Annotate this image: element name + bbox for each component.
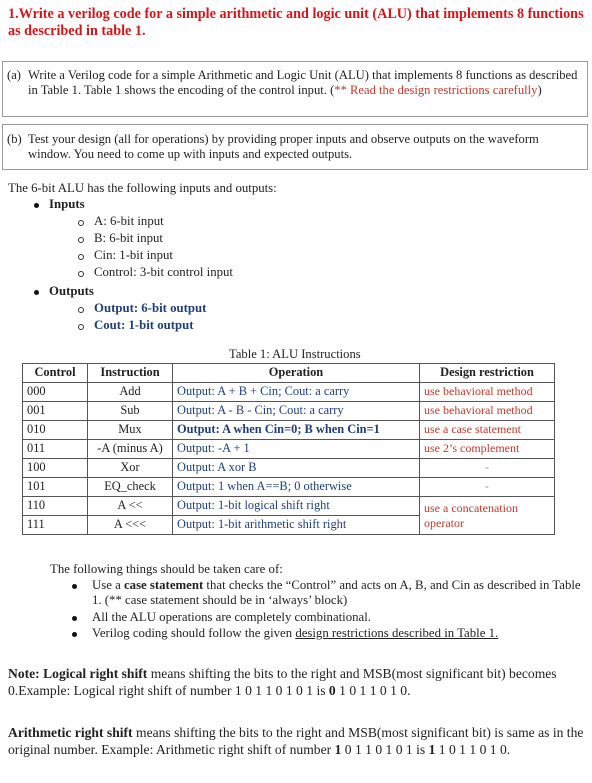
part-a-text: Write a Verilog code for a simple Arithmetic and Logic Unit (ALU) that implements 8 functions as described in Table 1. Table 1 shows the encoding of the control input. (** Read the design restrictions carefully) (28, 68, 578, 97)
instruction-cell: A << (88, 497, 173, 516)
care-intro: The following things should be taken care of: (50, 562, 283, 576)
instruction-cell: Mux (88, 421, 173, 440)
operation-cell: Output: -A + 1 (173, 440, 420, 459)
restriction-cell: use a concatenation operator (420, 497, 555, 535)
col-header: Design restriction (420, 364, 555, 383)
table-row (23, 421, 555, 440)
part-b-text: Test your design (all for operations) by providing proper inputs and observe outputs on the waveform window. You need to come up with inputs and expected outputs. (28, 132, 539, 161)
care-item: All the ALU operations are completely combinational. (92, 610, 371, 624)
control-cell: 110 (23, 497, 88, 516)
control-cell: 101 (23, 478, 88, 497)
bullet-dot-icon (72, 632, 77, 637)
bullet-circle-icon (78, 254, 84, 260)
input-item: Control: 3-bit control input (94, 265, 233, 279)
col-header: Instruction (88, 364, 173, 383)
restriction-cell: use behavioral method (420, 383, 555, 402)
inputs-heading: Inputs (49, 197, 85, 211)
table-row (23, 440, 555, 459)
operation-cell: Output: 1-bit arithmetic shift right (173, 516, 420, 535)
bullet-circle-icon (78, 220, 84, 226)
part-a-box (2, 61, 588, 117)
part-a-label: (a) (7, 68, 21, 82)
bullet-circle-icon (78, 237, 84, 243)
part-a-note: ** Read the design restrictions carefully (334, 82, 538, 97)
care-item: Verilog coding should follow the given design restrictions described in Table 1. (92, 626, 499, 640)
table-row (23, 402, 555, 421)
part-b-label: (b) (7, 132, 22, 146)
control-cell: 011 (23, 440, 88, 459)
restriction-cell: use a case statement (420, 421, 555, 440)
col-header: Operation (173, 364, 420, 383)
input-item: A: 6-bit input (94, 214, 164, 228)
restriction-cell: - (420, 459, 555, 478)
bullet-dot-icon (34, 290, 39, 295)
output-item: Output: 6-bit output (94, 301, 207, 315)
input-item: Cin: 1-bit input (94, 248, 173, 262)
bullet-dot-icon (34, 203, 39, 208)
logical-shift-note: Note: Logical right shift means shifting the bits to the right and MSB(most significant bit) becomes 0.Example: Logical right shift of number 1 0 1 1 0 1 0 1 is 0 1 0 1 1 0 1 0. (8, 666, 557, 698)
restriction-cell: use 2’s complement (420, 440, 555, 459)
control-cell: 010 (23, 421, 88, 440)
bullet-circle-icon (78, 307, 84, 313)
outputs-heading: Outputs (49, 284, 94, 298)
control-cell: 001 (23, 402, 88, 421)
instruction-cell: -A (minus A) (88, 440, 173, 459)
control-cell: 100 (23, 459, 88, 478)
table-row (23, 497, 555, 516)
control-cell: 000 (23, 383, 88, 402)
table-row (23, 383, 555, 402)
part-b-box (2, 124, 588, 170)
instruction-cell: EQ_check (88, 478, 173, 497)
operation-cell: Output: A xor B (173, 459, 420, 478)
table-header-row (23, 364, 555, 383)
bullet-circle-icon (78, 271, 84, 277)
alu-table (22, 363, 555, 535)
control-cell: 111 (23, 516, 88, 535)
table-caption: Table 1: ALU Instructions (229, 347, 361, 361)
table-row (23, 459, 555, 478)
bullet-dot-icon (72, 584, 77, 589)
output-item: Cout: 1-bit output (94, 318, 194, 332)
operation-cell: Output: A - B - Cin; Cout: a carry (173, 402, 420, 421)
bullet-circle-icon (78, 324, 84, 330)
input-item: B: 6-bit input (94, 231, 163, 245)
bullet-dot-icon (72, 616, 77, 621)
arithmetic-shift-note: Arithmetic right shift means shifting the bits to the right and MSB(most significant bit) is same as in the original number. Example: Arithmetic right shift of number 1 0 1 1 0 1 0 1 is 1 1 0 1 1 0 1 0. (8, 725, 584, 757)
operation-cell: Output: 1 when A==B; 0 otherwise (173, 478, 420, 497)
question-title: 1.Write a verilog code for a simple arithmetic and logic unit (ALU) that implements 8 functions as described in table 1. (8, 6, 584, 39)
alu-intro: The 6-bit ALU has the following inputs and outputs: (8, 181, 277, 195)
care-item: Use a case statement that checks the “Control” and acts on A, B, and Cin as described in Table 1. (** case statement should be in ‘always’ block) (92, 578, 581, 607)
restriction-cell: - (420, 478, 555, 497)
instruction-cell: Xor (88, 459, 173, 478)
instruction-cell: A <<< (88, 516, 173, 535)
operation-cell: Output: A + B + Cin; Cout: a carry (173, 383, 420, 402)
table-row (23, 478, 555, 497)
restriction-cell: use behavioral method (420, 402, 555, 421)
operation-cell: Output: A when Cin=0; B when Cin=1 (173, 421, 420, 440)
col-header: Control (23, 364, 88, 383)
instruction-cell: Add (88, 383, 173, 402)
operation-cell: Output: 1-bit logical shift right (173, 497, 420, 516)
instruction-cell: Sub (88, 402, 173, 421)
